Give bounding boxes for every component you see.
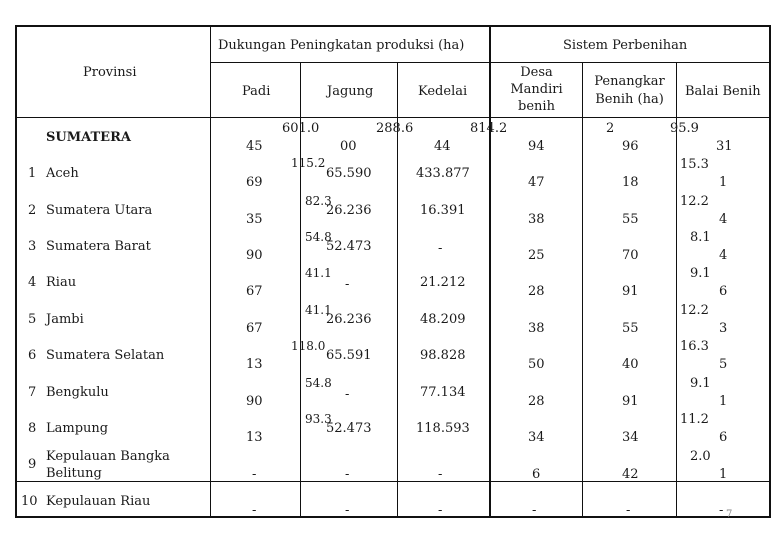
cell-jagung-b: 65.591	[326, 348, 372, 363]
row-province: Sumatera Barat	[46, 239, 151, 254]
header-desa-mandiri	[491, 65, 582, 114]
cell-desa: 25	[528, 248, 545, 263]
cell-desa: -	[532, 503, 537, 518]
region-jagung-a: 288.6	[376, 121, 414, 136]
cell-jagung: -	[345, 467, 350, 482]
row-province: Sumatera Selatan	[46, 348, 165, 363]
region-name: SUMATERA	[46, 130, 131, 145]
cell-jagung-b: 65.590	[326, 166, 372, 181]
row-number: 2	[28, 203, 37, 218]
grid-line-h-header	[15, 117, 771, 118]
header-desa-line1: Desa	[520, 65, 553, 80]
region-penangkar-a: 2	[606, 121, 615, 136]
region-kedelai-b: 44	[434, 139, 451, 154]
cell-kedelai: 98.828	[420, 348, 466, 363]
cell-balai-b: 4	[719, 212, 728, 227]
cell-padi: 90	[246, 394, 263, 409]
header-kedelai: Kedelai	[418, 84, 468, 99]
cell-desa: 47	[528, 175, 545, 190]
header-dukungan: Dukungan Peningkatan produksi (ha)	[218, 38, 465, 53]
row-province: Sumatera Utara	[46, 203, 153, 218]
row-number: 5	[28, 312, 37, 327]
cell-jagung-b: -	[345, 277, 350, 292]
region-padi-b: 45	[246, 139, 263, 154]
row-number: 6	[28, 348, 37, 363]
cell-padi: 35	[246, 212, 263, 227]
cell-padi: 67	[246, 284, 263, 299]
region-balai-a: 95.9	[670, 121, 699, 136]
cell-kedelai: -	[438, 241, 443, 256]
row-number: 4	[28, 275, 37, 290]
row-number: 10	[21, 494, 38, 509]
cell-balai-b: 6	[719, 284, 728, 299]
row-number: 8	[28, 421, 37, 436]
cell-jagung-b: -	[345, 387, 350, 402]
cell-jagung-a: 93.3	[305, 412, 332, 426]
cell-kedelai: 21.212	[420, 275, 466, 290]
cell-padi: 13	[246, 357, 263, 372]
cell-jagung-b: 26.236	[326, 203, 372, 218]
row-province: Kepulauan Riau	[46, 494, 151, 509]
cell-padi: 13	[246, 430, 263, 445]
cell-balai-a: 15.3	[680, 157, 709, 172]
region-balai-b: 31	[716, 139, 733, 154]
grid-line-v-province	[210, 25, 211, 518]
region-kedelai-a: 814.2	[470, 121, 508, 136]
cell-jagung-a: 54.8	[305, 376, 332, 390]
cell-kedelai: 118.593	[416, 421, 470, 436]
cell-desa: 38	[528, 212, 545, 227]
cell-padi: 69	[246, 175, 263, 190]
cell-padi: 90	[246, 248, 263, 263]
cell-jagung-a: 82.3	[305, 194, 332, 208]
cell-penangkar: 55	[622, 212, 639, 227]
cell-balai-a: 12.2	[680, 194, 709, 209]
cell-desa: 28	[528, 284, 545, 299]
cell-penangkar: -	[626, 503, 631, 518]
region-desa: 94	[528, 139, 545, 154]
cell-balai-a: 8.1	[690, 230, 711, 245]
cell-jagung-a: 118.0	[291, 339, 326, 353]
cell-desa: 38	[528, 321, 545, 336]
header-desa-line2: Mandiri	[510, 82, 563, 97]
cell-penangkar: 42	[622, 467, 639, 482]
cell-jagung-b: 52.473	[326, 239, 372, 254]
cell-balai-b: 1	[719, 394, 728, 409]
grid-line-v-desa-penangkar	[582, 62, 583, 518]
header-jagung: Jagung	[327, 84, 374, 99]
cell-padi: 67	[246, 321, 263, 336]
cell-desa: 6	[532, 467, 541, 482]
cell-penangkar: 40	[622, 357, 639, 372]
cell-jagung-a: 41.1	[305, 266, 332, 280]
header-perbenihan: Sistem Perbenihan	[563, 38, 688, 53]
cell-padi: -	[252, 503, 257, 518]
header-balai: Balai Benih	[685, 84, 761, 99]
cell-jagung: -	[345, 503, 350, 518]
cell-balai-a: 12.2	[680, 303, 709, 318]
row-province: Jambi	[46, 312, 84, 327]
row-province: Aceh	[46, 166, 79, 181]
cell-padi: -	[252, 467, 257, 482]
region-jagung-b: 00	[340, 139, 357, 154]
cell-penangkar: 91	[622, 284, 639, 299]
cell-balai-a: 11.2	[680, 412, 709, 427]
row-province-line1: Kepulauan Bangka	[46, 449, 170, 464]
cell-balai-b: 5	[719, 357, 728, 372]
cell-balai-b: 1	[719, 467, 728, 482]
header-desa-line3: benih	[518, 99, 555, 114]
cell-penangkar: 91	[622, 394, 639, 409]
row-number: 1	[28, 166, 37, 181]
cell-kedelai: -	[438, 467, 443, 482]
cell-kedelai: 433.877	[416, 166, 470, 181]
grid-line-h-row	[15, 481, 771, 482]
cell-balai-a: 16.3	[680, 339, 709, 354]
header-penangkar-line2: Benih (ha)	[595, 92, 664, 107]
page-number: 7	[726, 509, 733, 520]
cell-desa: 34	[528, 430, 545, 445]
region-penangkar-b: 96	[622, 139, 639, 154]
cell-balai-a: 2.0	[690, 449, 711, 464]
row-province: Lampung	[46, 421, 109, 436]
cell-penangkar: 18	[622, 175, 639, 190]
row-province: Bengkulu	[46, 385, 109, 400]
header-provinsi: Provinsi	[83, 65, 137, 80]
row-number: 9	[28, 457, 37, 472]
cell-balai-b: 1	[719, 175, 728, 190]
cell-jagung-a: 54.8	[305, 230, 332, 244]
cell-balai-b: 3	[719, 321, 728, 336]
cell-jagung-b: 26.236	[326, 312, 372, 327]
cell-kedelai: 77.134	[420, 385, 466, 400]
cell-kedelai: -	[438, 503, 443, 518]
cell-balai: -	[719, 503, 724, 518]
cell-penangkar: 70	[622, 248, 639, 263]
header-penangkar	[583, 74, 676, 107]
row-number: 7	[28, 385, 37, 400]
cell-balai-a: 9.1	[690, 266, 711, 281]
region-padi-a: 601.0	[282, 121, 320, 136]
cell-balai-b: 4	[719, 248, 728, 263]
header-padi: Padi	[242, 84, 271, 99]
cell-balai-b: 6	[719, 430, 728, 445]
header-penangkar-line1: Penangkar	[594, 74, 665, 89]
cell-kedelai: 48.209	[420, 312, 466, 327]
cell-penangkar: 34	[622, 430, 639, 445]
row-province: Riau	[46, 275, 77, 290]
cell-desa: 28	[528, 394, 545, 409]
cell-balai-a: 9.1	[690, 376, 711, 391]
cell-penangkar: 55	[622, 321, 639, 336]
cell-jagung-a: 115.2	[291, 156, 326, 170]
row-province-line2: Belitung	[46, 466, 102, 481]
cell-kedelai: 16.391	[420, 203, 466, 218]
cell-jagung-a: 41.1	[305, 303, 332, 317]
cell-desa: 50	[528, 357, 545, 372]
row-number: 3	[28, 239, 37, 254]
grid-line-h-header-top	[210, 62, 771, 63]
cell-jagung-b: 52.473	[326, 421, 372, 436]
